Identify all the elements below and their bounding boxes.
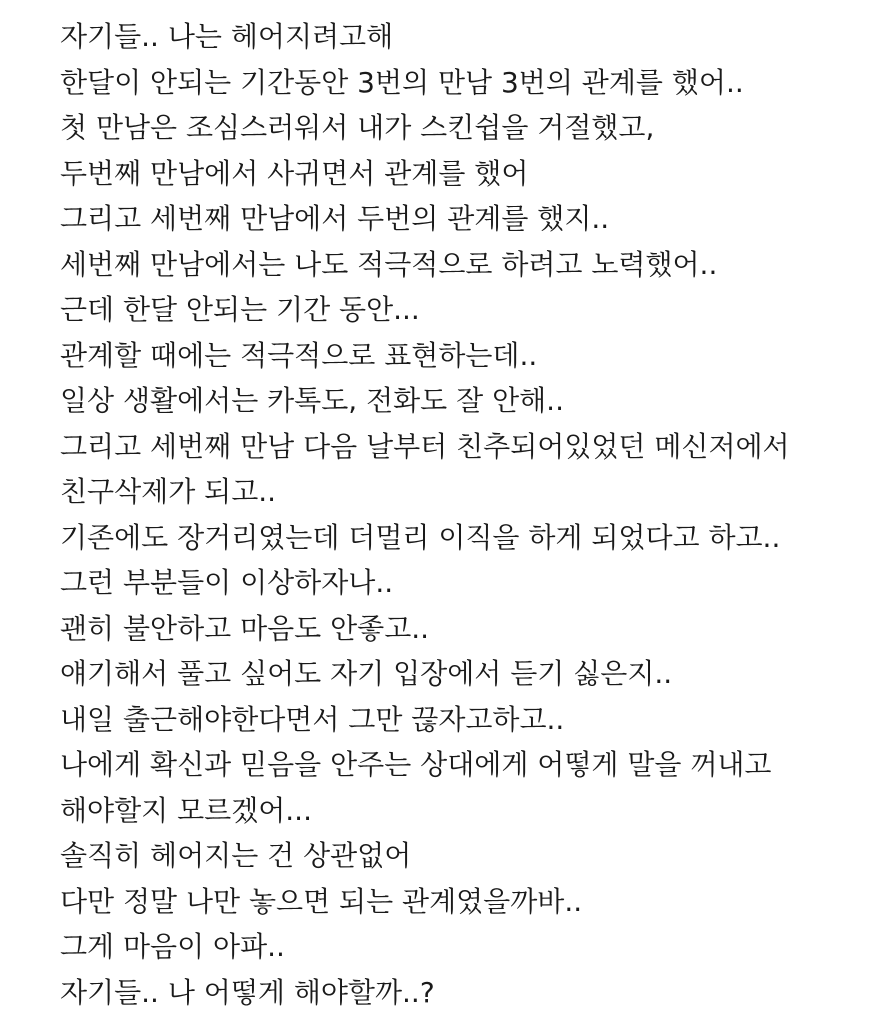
post-line: 자기들.. 나는 헤어지려고해 xyxy=(60,20,394,53)
post-line: 친구삭제가 되고.. xyxy=(60,475,277,508)
post-line: 다만 정말 나만 놓으면 되는 관계였을까바.. xyxy=(60,884,583,918)
post-line: 얘기해서 풀고 싶어도 자기 입장에서 듣기 싫은지.. xyxy=(60,657,673,690)
post-line: 해야할지 모르겠어... xyxy=(60,793,312,827)
post-line: 첫 만남은 조심스러워서 내가 스킨쉽을 거절했고, xyxy=(60,111,655,144)
post-line: 관계할 때에는 적극적으로 표현하는데.. xyxy=(60,338,538,372)
post-line: 내일 출근해야한다면서 그만 끊자고하고.. xyxy=(60,702,565,736)
post-line: 근데 한달 안되는 기간 동안... xyxy=(60,293,420,326)
post-line: 일상 생활에서는 카톡도, 전화도 잘 안해.. xyxy=(60,384,564,417)
post-line: 그리고 세번째 만남 다음 날부터 친추되어있었던 메신저에서 xyxy=(60,429,790,463)
post-line: 그리고 세번째 만남에서 두번의 관계를 했지.. xyxy=(60,202,610,235)
post-line: 기존에도 장거리였는데 더멀리 이직을 하게 되었다고 하고.. xyxy=(60,520,781,554)
post-line: 두번째 만남에서 사귀면서 관계를 했어 xyxy=(60,156,529,190)
post-body xyxy=(60,14,872,1015)
post-line: 한달이 안되는 기간동안 3번의 만남 3번의 관계를 했어.. xyxy=(60,65,744,99)
post-line: 그런 부분들이 이상하자나.. xyxy=(60,566,394,599)
post-line: 괜히 불안하고 마음도 안좋고.. xyxy=(60,611,430,645)
post-line: 솔직히 헤어지는 건 상관없어 xyxy=(60,839,412,872)
post-line: 자기들.. 나 어떻게 해야할까..? xyxy=(60,975,435,1009)
post-line: 그게 마음이 아파.. xyxy=(60,930,285,963)
post-line: 세번째 만남에서는 나도 적극적으로 하려고 노력했어.. xyxy=(60,247,718,281)
post-line: 나에게 확신과 믿음을 안주는 상대에게 어떻게 말을 꺼내고 xyxy=(60,748,772,781)
